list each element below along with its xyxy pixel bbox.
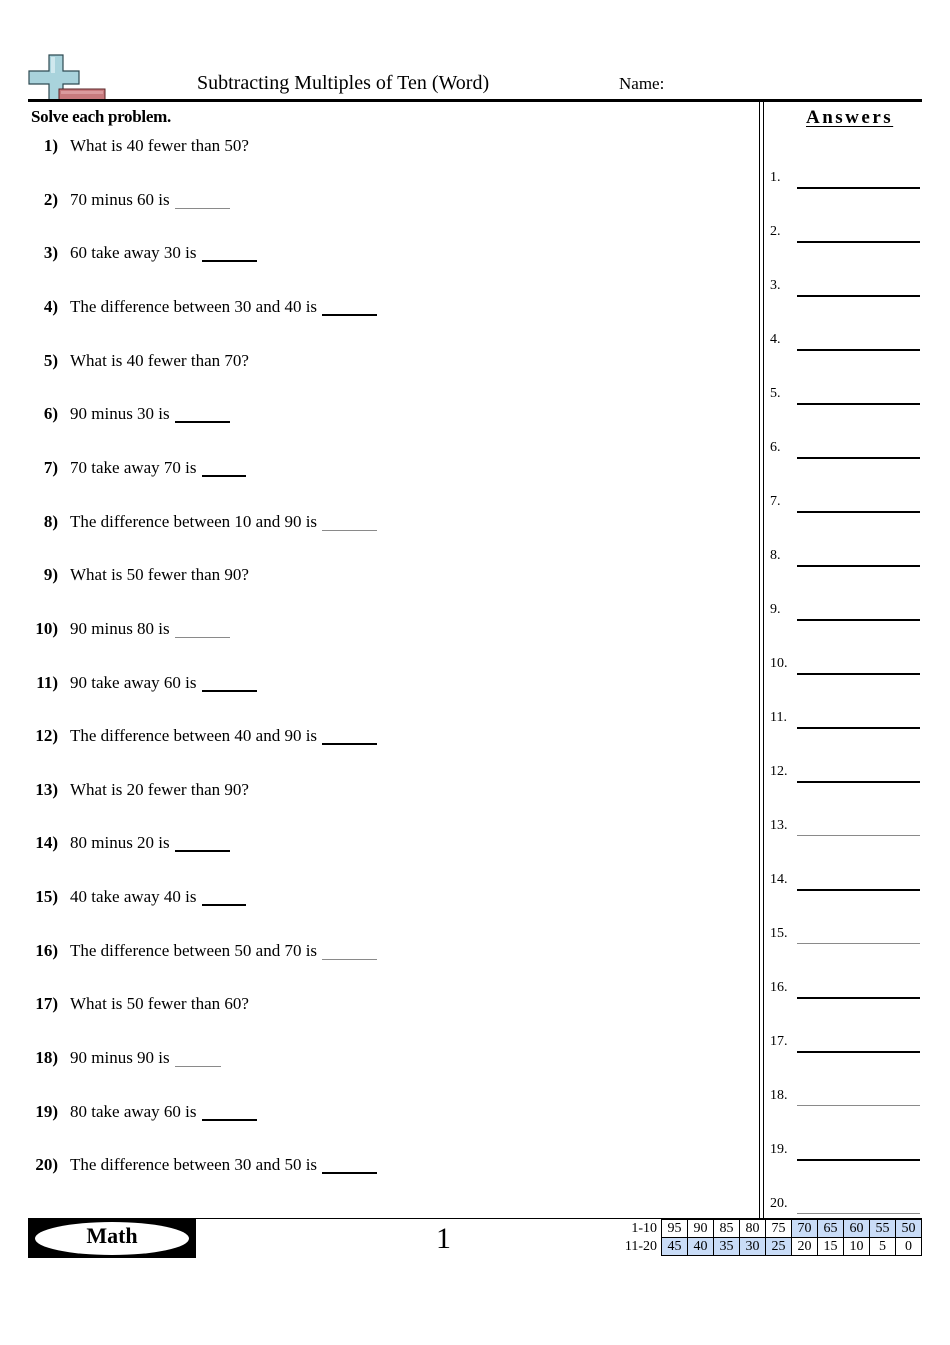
problem-text: 90 minus 80 is <box>70 619 170 638</box>
name-field-label: Name: <box>619 74 665 93</box>
problem-number: 18) <box>35 1048 58 1067</box>
problem-text: What is 40 fewer than 70? <box>70 351 249 370</box>
problem-text: 70 take away 70 is <box>70 458 197 477</box>
problem-row <box>28 243 748 267</box>
answer-line[interactable] <box>797 403 920 405</box>
score-cell: 10 <box>844 1238 870 1256</box>
answer-line[interactable] <box>797 241 920 243</box>
score-cell: 50 <box>896 1220 922 1238</box>
answer-row <box>770 1196 922 1216</box>
score-row <box>612 1238 922 1256</box>
answer-line[interactable] <box>797 349 920 351</box>
problem-text: The difference between 30 and 50 is <box>70 1155 318 1174</box>
problem-row <box>28 404 748 428</box>
answer-row <box>770 818 922 838</box>
answer-blank[interactable] <box>202 903 246 906</box>
problem-row <box>28 512 748 536</box>
problem-row <box>28 1102 748 1126</box>
answer-blank[interactable] <box>175 849 230 852</box>
header-divider <box>28 99 922 102</box>
answer-blank[interactable] <box>322 958 377 960</box>
answer-blank[interactable] <box>175 207 230 209</box>
score-cell: 65 <box>818 1220 844 1238</box>
problem-number: 20) <box>35 1155 58 1174</box>
answer-row <box>770 656 922 676</box>
answer-number: 4. <box>770 332 781 347</box>
answer-line[interactable] <box>797 511 920 513</box>
problem-text: 60 take away 30 is <box>70 243 197 262</box>
score-cell: 0 <box>896 1238 922 1256</box>
answer-row <box>770 332 922 352</box>
answer-row <box>770 278 922 298</box>
problem-number: 4) <box>43 297 58 316</box>
answer-line[interactable] <box>797 295 920 297</box>
score-cell: 15 <box>818 1238 844 1256</box>
answer-line[interactable] <box>797 187 920 189</box>
problem-text: 90 minus 90 is <box>70 1048 170 1067</box>
answer-line[interactable] <box>797 835 920 836</box>
answer-number: 3. <box>770 278 781 293</box>
problem-text: 80 take away 60 is <box>70 1102 197 1121</box>
answer-blank[interactable] <box>202 474 246 477</box>
column-divider <box>759 101 760 1219</box>
answer-line[interactable] <box>797 673 920 675</box>
score-cell: 25 <box>766 1238 792 1256</box>
problem-number: 3) <box>43 243 58 262</box>
answer-number: 2. <box>770 224 781 239</box>
problem-text: 90 minus 30 is <box>70 404 170 423</box>
score-cell: 90 <box>688 1220 714 1238</box>
problem-row <box>28 887 748 911</box>
answer-number: 16. <box>770 980 788 995</box>
answer-row <box>770 602 922 622</box>
problem-number: 10) <box>35 619 58 638</box>
problem-text: 70 minus 60 is <box>70 190 170 209</box>
answer-line[interactable] <box>797 1159 920 1161</box>
answer-row <box>770 926 922 946</box>
problem-row <box>28 565 748 589</box>
problem-number: 1) <box>43 136 58 155</box>
score-cell: 80 <box>740 1220 766 1238</box>
problem-row <box>28 351 748 375</box>
answer-blank[interactable] <box>202 1118 257 1121</box>
answer-number: 20. <box>770 1196 788 1211</box>
answer-row <box>770 170 922 190</box>
problem-row <box>28 780 748 804</box>
score-cell: 40 <box>688 1238 714 1256</box>
problem-number: 16) <box>35 941 58 960</box>
problem-row <box>28 136 748 160</box>
answer-blank[interactable] <box>202 689 257 692</box>
problem-number: 2) <box>43 190 58 209</box>
score-cell: 70 <box>792 1220 818 1238</box>
problem-row <box>28 458 748 482</box>
answer-blank[interactable] <box>175 636 230 638</box>
problem-row <box>28 190 748 214</box>
answer-blank[interactable] <box>322 529 377 531</box>
score-table <box>612 1219 922 1256</box>
problem-row <box>28 673 748 697</box>
answer-row <box>770 1034 922 1054</box>
problem-text: What is 40 fewer than 50? <box>70 136 249 155</box>
score-cell: 55 <box>870 1220 896 1238</box>
answer-number: 18. <box>770 1088 788 1103</box>
problem-text: The difference between 10 and 90 is <box>70 512 318 531</box>
problem-number: 5) <box>43 351 58 370</box>
score-range-label: 1-10 <box>631 1220 657 1236</box>
answer-blank[interactable] <box>202 259 257 262</box>
problem-number: 9) <box>43 565 58 584</box>
answer-number: 12. <box>770 764 788 779</box>
answer-line[interactable] <box>797 1105 920 1106</box>
answer-blank[interactable] <box>175 1065 221 1067</box>
answer-number: 13. <box>770 818 788 833</box>
answer-line[interactable] <box>797 997 920 999</box>
answer-line[interactable] <box>797 1213 920 1214</box>
problem-text: 40 take away 40 is <box>70 887 197 906</box>
instructions: Solve each problem. <box>31 107 171 126</box>
answer-line[interactable] <box>797 727 920 729</box>
answer-row <box>770 764 922 784</box>
problem-number: 15) <box>35 887 58 906</box>
score-cell: 85 <box>714 1220 740 1238</box>
problem-row <box>28 1048 748 1072</box>
problem-number: 7) <box>43 458 58 477</box>
score-row <box>612 1220 922 1238</box>
problem-row <box>28 994 748 1018</box>
problem-number: 13) <box>35 780 58 799</box>
problem-number: 11) <box>36 673 58 692</box>
answer-row <box>770 494 922 514</box>
answer-number: 7. <box>770 494 781 509</box>
problem-row <box>28 726 748 750</box>
problem-text: The difference between 40 and 90 is <box>70 726 318 745</box>
math-badge <box>28 1219 196 1258</box>
answer-number: 10. <box>770 656 788 671</box>
answer-number: 19. <box>770 1142 788 1157</box>
answer-line[interactable] <box>797 1051 920 1053</box>
answer-blank[interactable] <box>175 420 230 423</box>
answer-blank[interactable] <box>322 742 377 745</box>
problem-row <box>28 1155 748 1179</box>
answer-row <box>770 440 922 460</box>
problem-number: 6) <box>43 404 58 423</box>
answer-row <box>770 872 922 892</box>
problem-text: The difference between 30 and 40 is <box>70 297 318 316</box>
problem-number: 14) <box>35 833 58 852</box>
answer-row <box>770 224 922 244</box>
answer-line[interactable] <box>797 781 920 783</box>
problem-row <box>28 619 748 643</box>
answer-row <box>770 386 922 406</box>
score-cell: 5 <box>870 1238 896 1256</box>
answer-blank[interactable] <box>322 313 377 316</box>
problem-text: What is 50 fewer than 60? <box>70 994 249 1013</box>
worksheet-title: Subtracting Multiples of Ten (Word) <box>197 72 490 94</box>
score-cell: 35 <box>714 1238 740 1256</box>
answer-line[interactable] <box>797 889 920 891</box>
page-number: 1 <box>436 1222 451 1255</box>
answer-number: 17. <box>770 1034 788 1049</box>
problem-row <box>28 833 748 857</box>
problem-text: What is 20 fewer than 90? <box>70 780 249 799</box>
problem-row <box>28 297 748 321</box>
problem-text: What is 50 fewer than 90? <box>70 565 249 584</box>
column-divider <box>763 101 764 1219</box>
problem-number: 19) <box>35 1102 58 1121</box>
answer-number: 9. <box>770 602 781 617</box>
answer-number: 14. <box>770 872 788 887</box>
answer-number: 15. <box>770 926 788 941</box>
problem-text: The difference between 50 and 70 is <box>70 941 318 960</box>
answer-row <box>770 710 922 730</box>
answer-row <box>770 1088 922 1108</box>
problem-number: 8) <box>43 512 58 531</box>
answer-blank[interactable] <box>322 1171 377 1174</box>
score-cell: 95 <box>662 1220 688 1238</box>
score-range-label: 11-20 <box>624 1238 657 1254</box>
problem-number: 12) <box>35 726 58 745</box>
answer-row <box>770 980 922 1000</box>
plus-minus-logo-icon <box>27 54 107 102</box>
score-cell: 45 <box>662 1238 688 1256</box>
problem-text: 80 minus 20 is <box>70 833 170 852</box>
answer-number: 8. <box>770 548 781 563</box>
answers-title: Answers <box>806 107 894 128</box>
answer-line[interactable] <box>797 457 920 459</box>
problem-row <box>28 941 748 965</box>
answer-number: 6. <box>770 440 781 455</box>
answer-line[interactable] <box>797 619 920 621</box>
answer-line[interactable] <box>797 943 920 944</box>
score-cell: 20 <box>792 1238 818 1256</box>
answer-line[interactable] <box>797 565 920 567</box>
answer-row <box>770 548 922 568</box>
score-cell: 75 <box>766 1220 792 1238</box>
answer-number: 5. <box>770 386 781 401</box>
answer-row <box>770 1142 922 1162</box>
answer-number: 11. <box>770 710 787 725</box>
score-cell: 60 <box>844 1220 870 1238</box>
answer-number: 1. <box>770 170 781 185</box>
badge-label: Math <box>86 1223 138 1248</box>
score-cell: 30 <box>740 1238 766 1256</box>
problem-text: 90 take away 60 is <box>70 673 197 692</box>
problem-number: 17) <box>35 994 58 1013</box>
